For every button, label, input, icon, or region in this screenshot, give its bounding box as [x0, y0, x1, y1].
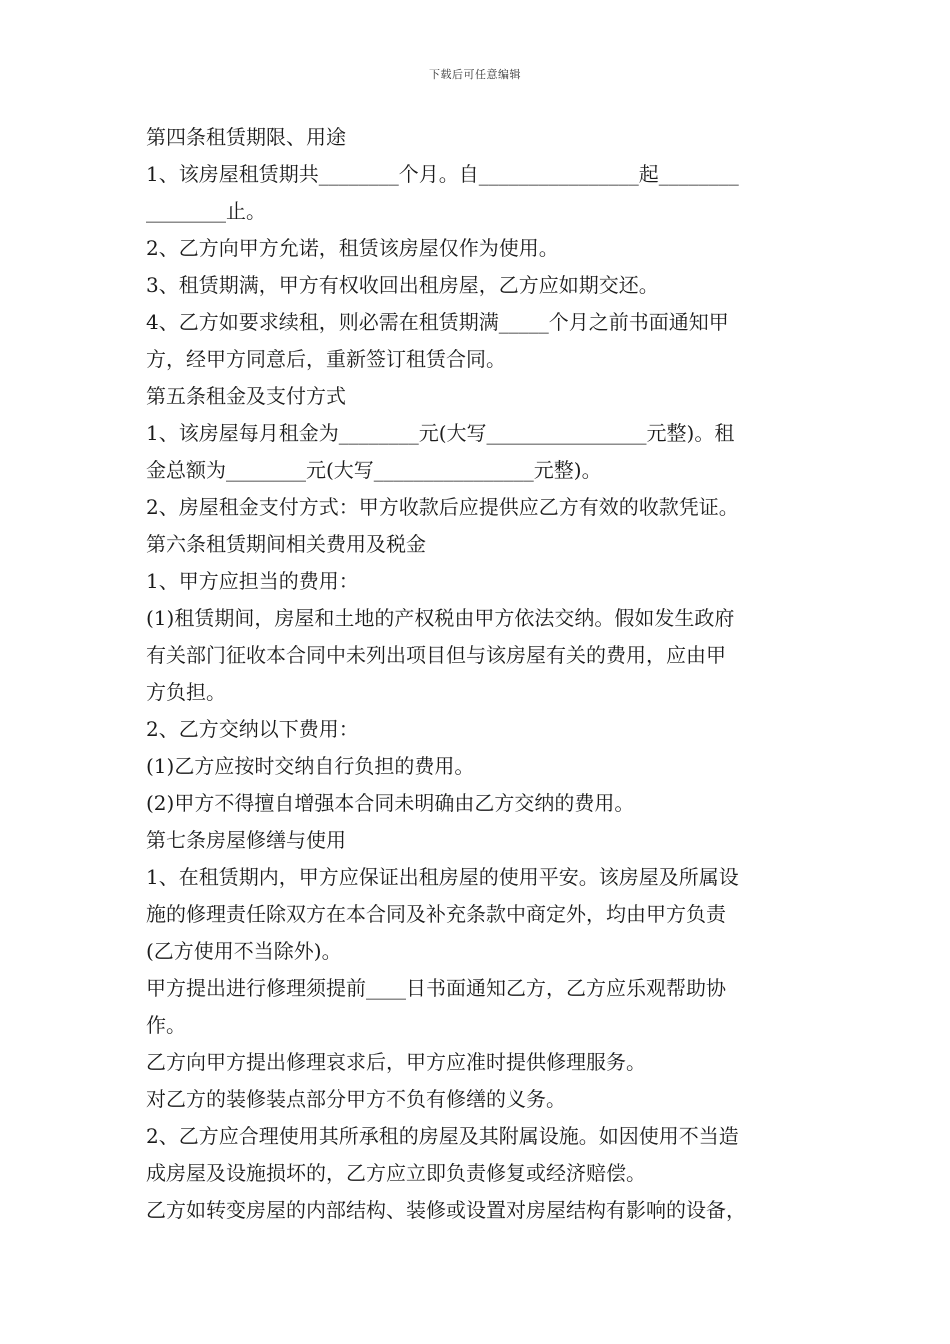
paragraph-line: 2、乙方应合理使用其所承租的房屋及其附属设施。如因使用不当造 [146, 1124, 739, 1148]
paragraph-line: 甲方提出进行修理须提前____日书面通知乙方，乙方应乐观帮助协 [146, 976, 726, 1000]
paragraph-line: 1、甲方应担当的费用： [146, 569, 359, 593]
section-heading-7: 第七条房屋修缮与使用 [146, 828, 346, 852]
paragraph-line: (乙方使用不当除外)。 [146, 939, 342, 963]
page-header: 下载后可任意编辑 [429, 68, 521, 81]
section-heading-5: 第五条租金及支付方式 [146, 384, 346, 408]
section-heading-6: 第六条租赁期间相关费用及税金 [146, 532, 426, 556]
paragraph-line: 对乙方的装修装点部分甲方不负有修缮的义务。 [146, 1087, 566, 1111]
paragraph-line: ________止。 [146, 199, 266, 223]
paragraph-line: (1)乙方应按时交纳自行负担的费用。 [146, 754, 475, 778]
paragraph-line: 3、租赁期满，甲方有权收回出租房屋，乙方应如期交还。 [146, 273, 659, 297]
paragraph-line: (2)甲方不得擅自增强本合同未明确由乙方交纳的费用。 [146, 791, 635, 815]
paragraph-line: 作。 [146, 1013, 186, 1037]
document-body [146, 119, 812, 1229]
paragraph-line: 有关部门征收本合同中未列出项目但与该房屋有关的费用，应由甲 [146, 643, 726, 667]
paragraph-line: 2、房屋租金支付方式：甲方收款后应提供应乙方有效的收款凭证。 [146, 495, 739, 519]
paragraph-line: 乙方如转变房屋的内部结构、装修或设置对房屋结构有影响的设备， [146, 1198, 746, 1222]
paragraph-line: 1、该房屋租赁期共________个月。自________________起________ [146, 162, 739, 186]
paragraph-line: 金总额为________元(大写________________元整)。 [146, 458, 602, 482]
paragraph-line: 4、乙方如要求续租，则必需在租赁期满_____个月之前书面通知甲 [146, 310, 729, 334]
paragraph-line: 1、该房屋每月租金为________元(大写________________元整)。租 [146, 421, 735, 445]
paragraph-line: 施的修理责任除双方在本合同及补充条款中商定外，均由甲方负责 [146, 902, 726, 926]
paragraph-line: 乙方向甲方提出修理哀求后，甲方应准时提供修理服务。 [146, 1050, 646, 1074]
section-heading-4: 第四条租赁期限、用途 [146, 125, 346, 149]
paragraph-line: 2、乙方向甲方允诺，租赁该房屋仅作为使用。 [146, 236, 559, 260]
paragraph-line: (1)租赁期间，房屋和土地的产权税由甲方依法交纳。假如发生政府 [146, 606, 735, 630]
paragraph-line: 成房屋及设施损坏的，乙方应立即负责修复或经济赔偿。 [146, 1161, 646, 1185]
paragraph-line: 1、在租赁期内，甲方应保证出租房屋的使用平安。该房屋及所属设 [146, 865, 739, 889]
paragraph-line: 2、乙方交纳以下费用： [146, 717, 359, 741]
paragraph-line: 方负担。 [146, 680, 226, 704]
paragraph-line: 方，经甲方同意后，重新签订租赁合同。 [146, 347, 506, 371]
